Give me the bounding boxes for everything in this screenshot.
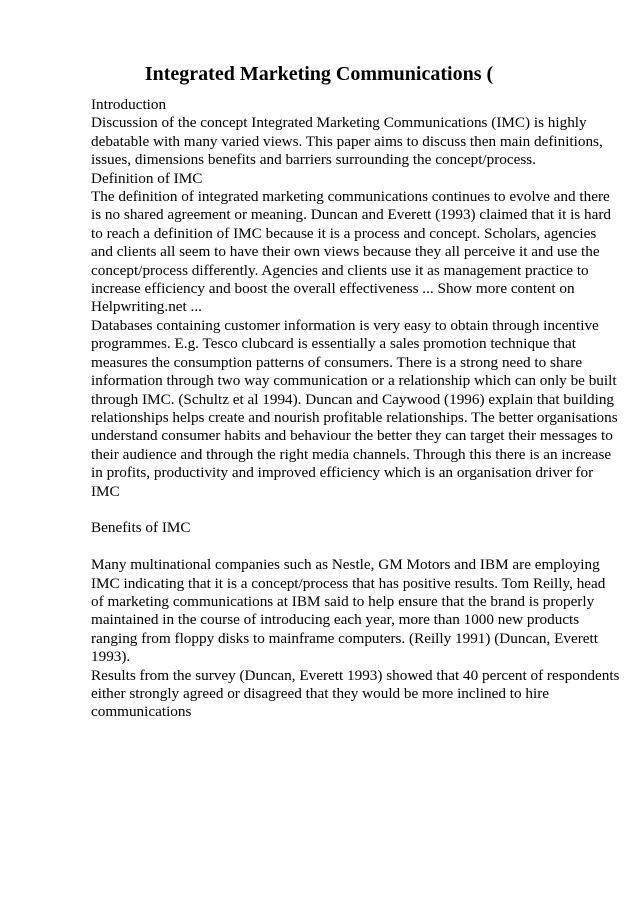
databases-paragraph: Databases containing customer information is very easy to obtain through incentive programmes. E.g. Tesco clubcard is essentially a sales promotion technique that measures the consumption patterns of consumers. There is a strong need to share information through two way communication or a relationship which can only be built through IMC. (Schultz et al 1994). Duncan and Caywood (1996) explain that building relationships helps create and nourish profitable relationships. The better organisations understand consumer habits and behaviour the better they can target their messages to their audience and through the right media channels. Through this there is an increase in profits, productivity and improved efficiency which is an organisation driver for IMC	[91, 316, 618, 500]
benefits-paragraph: Many multinational companies such as Nestle, GM Motors and IBM are employing IMC indicating that it is a concept/process that has positive results. Tom Reilly, head of marketing communications at IBM said to help ensure that the brand is properly maintained in the course of introducing each year, more than 1000 new products ranging from floppy disks to mainframe computers. (Reilly 1991) (Duncan, Everett 1993).	[91, 556, 606, 666]
paragraph-spacer	[91, 501, 621, 519]
document-body	[91, 96, 621, 722]
definition-paragraph: The definition of integrated marketing communications continues to evolve and there is no shared agreement or meaning. Duncan and Everett (1993) claimed that it is hard to reach a definition of IMC because it is a process and concept. Scholars, agencies and clients all seem to have their own views because they all perceive it and use the concept/process differently. Agencies and clients use it as management practice to increase efficiency and boost the overall effectiveness ... Show more content on Helpwriting.net ...	[91, 188, 611, 316]
introduction-paragraph: Discussion of the concept Integrated Marketing Communications (IMC) is highly debatable with many varied views. This paper aims to discuss then main definitions, issues, dimensions benefits and barriers surrounding the concept/process.	[91, 114, 603, 169]
introduction-heading: Introduction	[91, 96, 167, 113]
definition-heading: Definition of IMC	[91, 169, 203, 187]
benefits-heading: Benefits of IMC	[91, 519, 191, 537]
paragraph-spacer	[91, 538, 621, 556]
results-paragraph: Results from the survey (Duncan, Everett 1993) showed that 40 percent of respondents either strongly agreed or disagreed that they would be more inclined to hire communications	[91, 666, 620, 721]
document-title: Integrated Marketing Communications (	[144, 63, 494, 85]
